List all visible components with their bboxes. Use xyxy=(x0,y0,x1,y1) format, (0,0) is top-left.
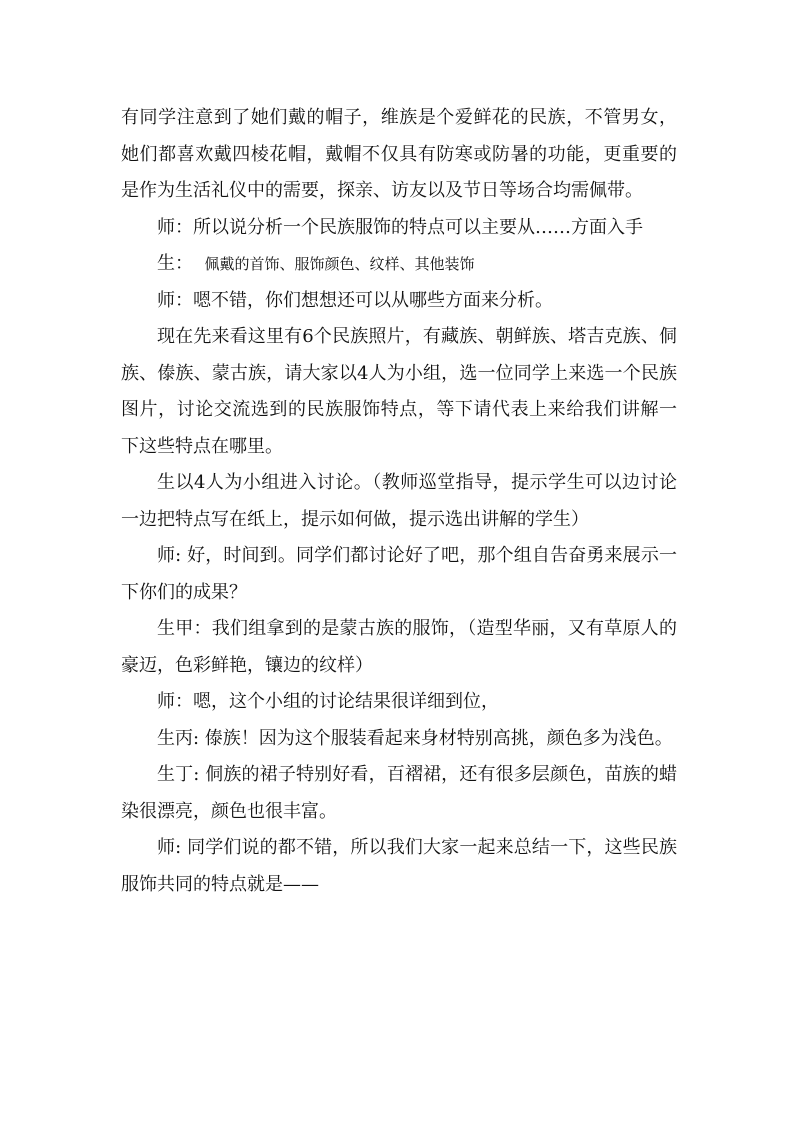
paragraph-1: 有同学注意到了她们戴的帽子，维族是个爱鲜花的民族，不管男女，她们都喜欢戴四棱花帽，戴帽不仅具有防寒或防暑的功能，更重要的是作为生活礼仪中的需要，探亲、访友以及节日等场合均需佩带。 xyxy=(121,107,677,201)
document-body xyxy=(121,100,677,903)
paragraph-12: 师: 同学们说的都不错，所以我们大家一起来总结一下，这些民族服饰共同的特点就是—— xyxy=(121,837,677,895)
answer-text: 佩戴的首饰、服饰颜色、纹样、其他装饰 xyxy=(204,255,475,273)
paragraph-11: 生丁: 侗族的裙子特别好看，百褶裙，还有很多层颜色，苗族的蜡染很漂亮，颜色也很丰富。 xyxy=(121,764,677,822)
paragraph-5: 现在先来看这里有6个民族照片，有藏族、朝鲜族、塔吉克族、侗族、傣族、蒙古族，请大家以4人为小组，选一位同学上来选一个民族图片，讨论交流选到的民族服饰特点，等下请代表上来给我们讲解一下这些特点在哪里。 xyxy=(121,326,677,457)
paragraph-2: 师：所以说分析一个民族服饰的特点可以主要从……方面入手 xyxy=(157,216,643,238)
paragraph-9: 师：嗯，这个小组的讨论结果很详细到位， xyxy=(157,691,499,712)
paragraph-4: 师：嗯不错，你们想想还可以从哪些方面来分析。 xyxy=(157,289,553,311)
paragraph-8: 生甲：我们组拿到的是蒙古族的服饰，（造型华丽，又有草原人的豪迈，色彩鲜艳，镶边的纹样） xyxy=(121,618,677,676)
paragraph-3 xyxy=(121,246,677,283)
paragraph-7: 师: 好，时间到。同学们都讨论好了吧，那个组自告奋勇来展示一下你们的成果？ xyxy=(121,545,677,603)
paragraph-10: 生丙: 傣族！因为这个服装看起来身材特别高挑，颜色多为浅色。 xyxy=(157,727,673,749)
paragraph-6: 生以4人为小组进入讨论。（教师巡堂指导，提示学生可以边讨论一边把特点写在纸上，提示如何做，提示选出讲解的学生） xyxy=(121,472,677,530)
speaker-label: 生： xyxy=(157,253,193,274)
